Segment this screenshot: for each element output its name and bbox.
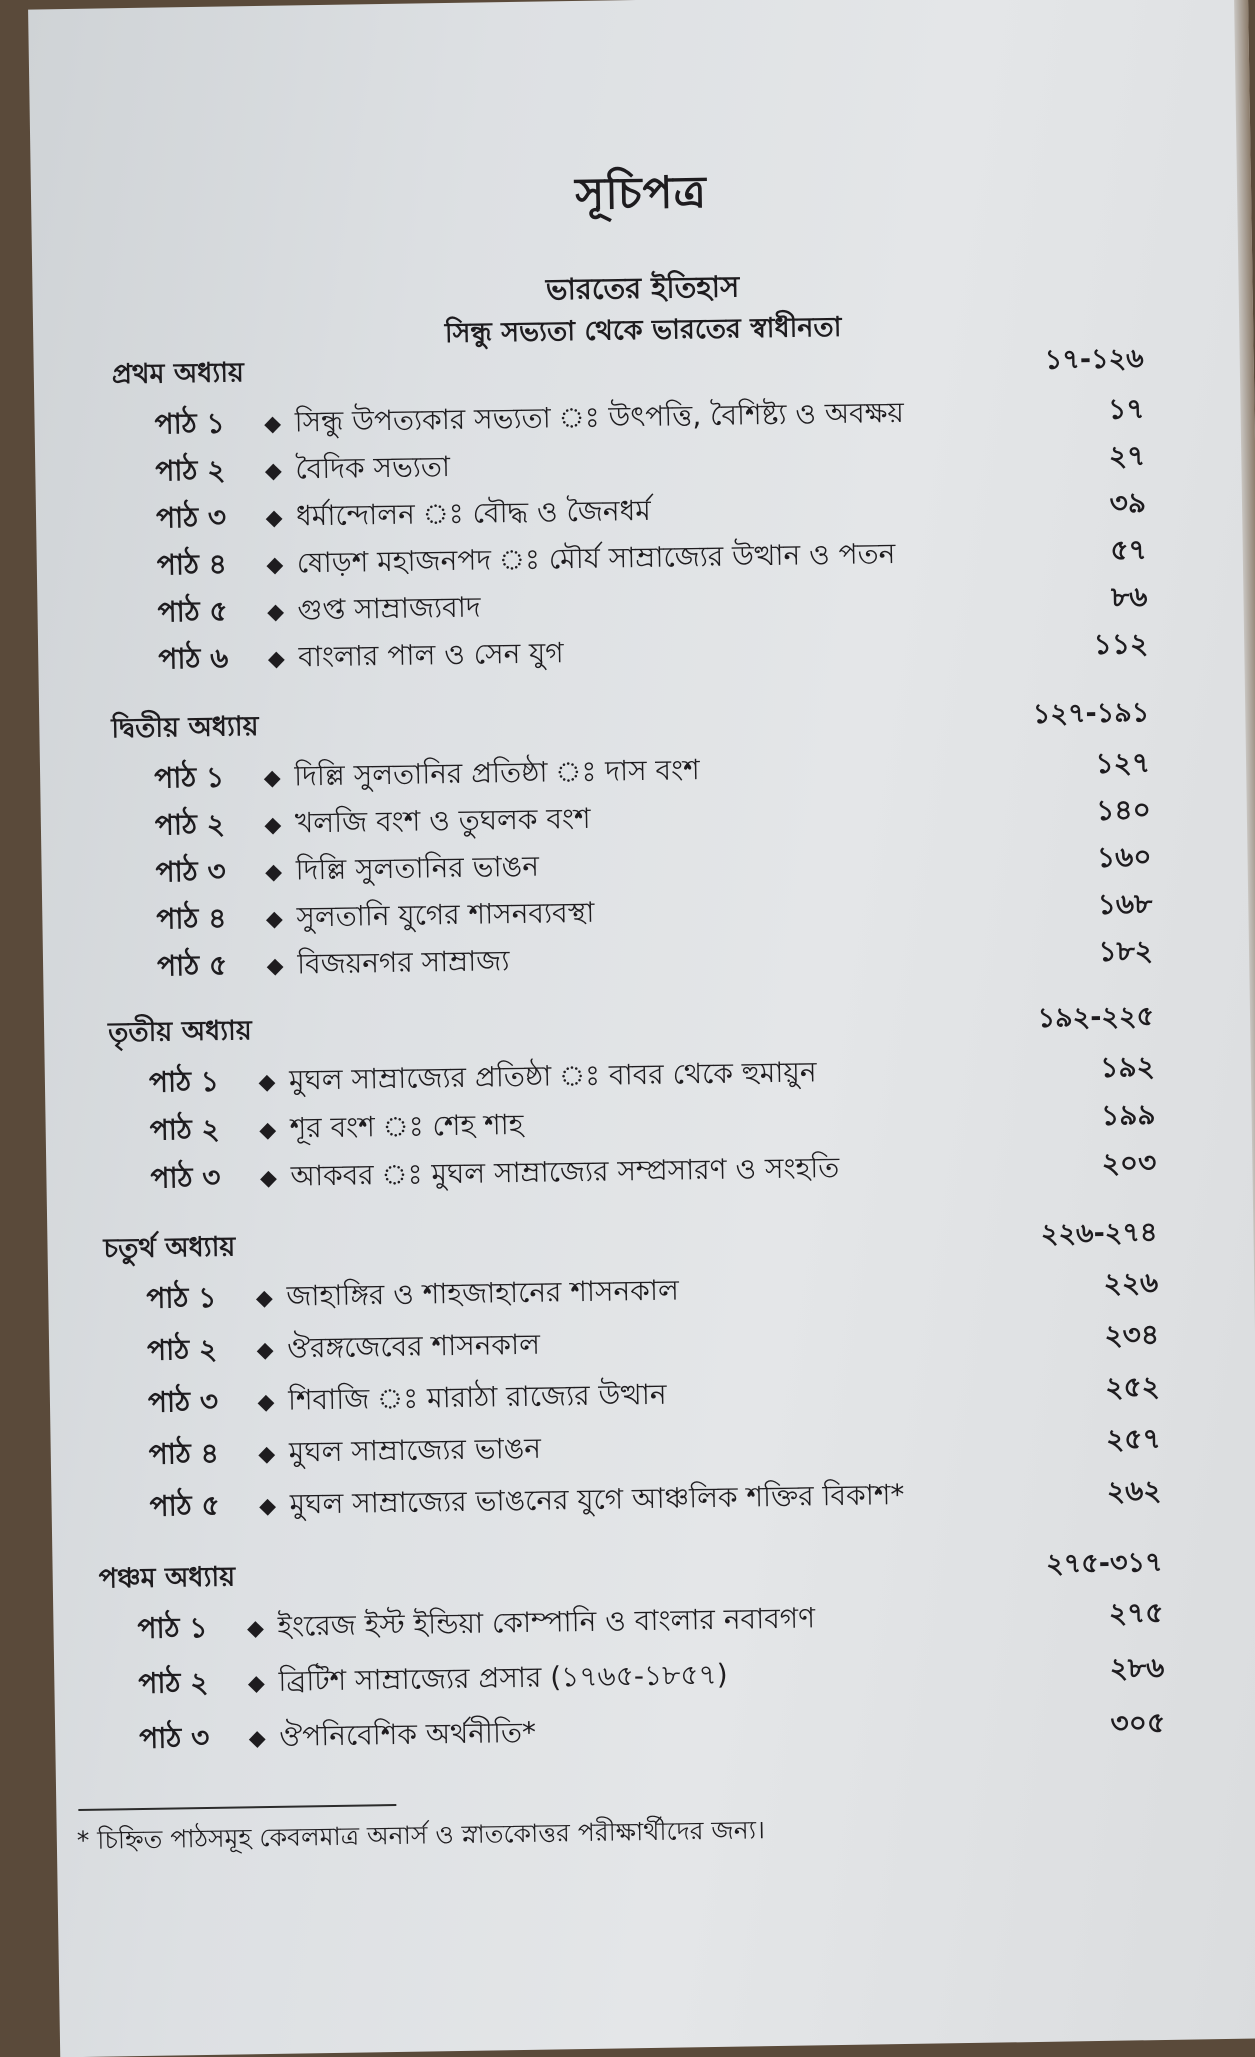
lesson-label: পাঠ ৩ [155, 854, 226, 889]
diamond-bullet-icon: ◆ [263, 411, 282, 437]
diamond-bullet-icon: ◆ [256, 1337, 274, 1363]
chapter-name: তৃতীয় অধ্যায় [107, 1014, 253, 1048]
lesson-page-number: ১৬৮ [1097, 886, 1153, 921]
diamond-bullet-icon: ◆ [266, 953, 284, 979]
lesson-page-number: ২৫৭ [1105, 1421, 1161, 1456]
toc-entry [137, 1594, 1164, 1650]
lesson-label: পাঠ ৩ [155, 500, 227, 535]
lesson-page-number: ২৭ [1108, 438, 1146, 473]
lesson-label: পাঠ ১ [154, 406, 225, 441]
lesson-title: মুঘল সাম্রাজ্যের ভাঙনের যুগে আঞ্চলিক শক্তির বিকাশ* [289, 1477, 905, 1521]
lesson-page-number: ২২৬ [1103, 1265, 1159, 1300]
lesson-title: ঔপনিবেশিক অর্থনীতি* [278, 1715, 537, 1753]
lesson-page-number: ১৬০ [1096, 839, 1152, 874]
toc-entry [147, 1316, 1160, 1372]
lesson-page-number: ১৯২ [1100, 1049, 1156, 1084]
toc-entry [138, 1649, 1165, 1705]
lesson-title: ধর্মান্দোলন ঃ বৌদ্ধ ও জৈনধর্ম [295, 493, 652, 532]
lesson-title: আকবর ঃ মুঘল সাম্রাজ্যের সম্প্রসারণ ও সংহতি [290, 1150, 840, 1193]
lesson-label: পাঠ ৩ [147, 1384, 219, 1419]
chapter-name: চতুর্থ অধ্যায় [103, 1230, 236, 1265]
lesson-title: বাংলার পাল ও সেন যুগ [298, 635, 564, 673]
diamond-bullet-icon: ◆ [258, 1441, 276, 1467]
lesson-title: গুপ্ত সাম্রাজ্যবাদ [297, 590, 481, 626]
diamond-bullet-icon: ◆ [266, 599, 285, 625]
diamond-bullet-icon: ◆ [263, 765, 281, 791]
lesson-page-number: ২৫২ [1104, 1369, 1161, 1404]
lesson-page-number: ১৯৯ [1100, 1097, 1156, 1132]
lesson-label: পাঠ ৪ [156, 901, 227, 936]
lesson-title: ষোড়শ মহাজনপদ ঃ মৌর্য সাম্রাজ্যের উত্থান ও পতন [296, 536, 896, 579]
diamond-bullet-icon: ◆ [265, 906, 284, 932]
lesson-label: পাঠ ৪ [156, 547, 228, 582]
diamond-bullet-icon: ◆ [264, 859, 283, 885]
lesson-title: মুঘল সাম্রাজ্যের প্রতিষ্ঠা ঃ বাবর থেকে হুমায়ুন [288, 1054, 817, 1097]
chapter-heading [111, 694, 1150, 750]
lesson-title: দিল্লি সুলতানির ভাঙন [295, 849, 540, 886]
lesson-page-number: ২৭৫ [1108, 1595, 1164, 1630]
lesson-label: পাঠ ১ [148, 1064, 220, 1099]
book-heading: ভারতের ইতিহাস [545, 269, 740, 307]
lesson-page-number: ১৪০ [1095, 792, 1152, 827]
toc-entry [146, 1264, 1159, 1320]
chapter-page-range: ১২৭-১৯১ [1032, 696, 1150, 730]
lesson-title: জাহাঙ্গির ও শাহজাহানের শাসনকাল [286, 1273, 680, 1313]
lesson-label: পাঠ ৬ [158, 641, 229, 676]
diamond-bullet-icon: ◆ [259, 1117, 277, 1143]
lesson-page-number: ২৮৬ [1109, 1650, 1165, 1685]
diamond-bullet-icon: ◆ [258, 1069, 276, 1095]
diamond-bullet-icon: ◆ [264, 812, 282, 838]
diamond-bullet-icon: ◆ [257, 1389, 275, 1415]
chapter-name: দ্বিতীয় অধ্যায় [111, 710, 259, 744]
lesson-label: পাঠ ২ [154, 807, 226, 842]
toc-entry [148, 1420, 1161, 1476]
lesson-label: পাঠ ২ [138, 1665, 209, 1700]
lesson-page-number: ৩০৫ [1110, 1705, 1166, 1740]
page-title: সূচিপত্র [574, 166, 708, 221]
lesson-label: পাঠ ২ [146, 1332, 218, 1367]
lesson-label: পাঠ ১ [146, 1280, 217, 1315]
lesson-title: সিন্ধু উপত্যকার সভ্যতা ঃ উৎপত্তি, বৈশিষ্ট্য ও অবক্ষয় [294, 395, 905, 438]
lesson-label: পাঠ ৩ [150, 1160, 221, 1195]
diamond-bullet-icon: ◆ [258, 1493, 277, 1519]
diamond-bullet-icon: ◆ [267, 646, 285, 672]
lesson-title: ইংরেজ ইস্ট ইন্ডিয়া কোম্পানি ও বাংলার নবাবগণ [277, 1600, 816, 1643]
diamond-bullet-icon: ◆ [248, 1725, 266, 1751]
lesson-page-number: ১৮২ [1098, 933, 1154, 968]
lesson-title: ব্রিটিশ সাম্রাজ্যের প্রসার (১৭৬৫-১৮৫৭) [278, 1657, 728, 1698]
diamond-bullet-icon: ◆ [246, 1615, 265, 1641]
lesson-title: ঔরঙ্গজেবের শাসনকাল [286, 1327, 541, 1365]
toc-entry [148, 1368, 1161, 1424]
lesson-title: বিজয়নগর সাম্রাজ্য [296, 943, 510, 980]
chapter-page-range: ২২৬-২৭৪ [1040, 1216, 1158, 1250]
lesson-page-number: ২৩৪ [1104, 1317, 1160, 1352]
lesson-page-number: ২৬২ [1106, 1473, 1162, 1508]
lesson-title: মুঘল সাম্রাজ্যের ভাঙন [288, 1431, 542, 1469]
chapter-name: প্রথম অধ্যায় [111, 356, 245, 390]
chapter-page-range: ১৭-১২৬ [1044, 342, 1144, 376]
lesson-title: দিল্লি সুলতানির প্রতিষ্ঠা ঃ দাস বংশ [293, 752, 700, 792]
lesson-label: পাঠ ৫ [156, 948, 228, 983]
lesson-title: খলজি বংশ ও তুঘলক বংশ [294, 801, 591, 839]
diamond-bullet-icon: ◆ [265, 505, 283, 531]
lesson-page-number: ১৭ [1107, 391, 1145, 426]
chapter-name: পঞ্চম অধ্যায় [98, 1561, 236, 1595]
diamond-bullet-icon: ◆ [255, 1285, 273, 1311]
chapter-page-range: ১৯২-২২৫ [1037, 1000, 1155, 1034]
lesson-label: পাঠ ৪ [148, 1436, 220, 1471]
footnote-divider [78, 1804, 396, 1811]
diamond-bullet-icon: ◆ [247, 1670, 266, 1696]
lesson-title: শিবাজি ঃ মারাঠা রাজ্যের উত্থান [287, 1377, 667, 1417]
diamond-bullet-icon: ◆ [259, 1165, 278, 1191]
lesson-label: পাঠ ২ [149, 1112, 220, 1147]
lesson-label: পাঠ ১ [137, 1610, 208, 1645]
lesson-label: পাঠ ৫ [157, 594, 228, 629]
diamond-bullet-icon: ◆ [264, 458, 282, 484]
lesson-page-number: ৫৭ [1110, 532, 1147, 567]
book-subheading: সিন্ধু সভ্যতা থেকে ভারতের স্বাধীনতা [444, 311, 842, 350]
lesson-label: পাঠ ২ [155, 453, 226, 488]
chapter-page-range: ২৭৫-৩১৭ [1045, 1546, 1163, 1580]
diamond-bullet-icon: ◆ [266, 552, 284, 578]
book-page [28, 0, 1255, 2057]
lesson-page-number: ৮৬ [1110, 579, 1148, 614]
lesson-title: সুলতানি যুগের শাসনব্যবস্থা [296, 895, 595, 933]
toc-entry [139, 1704, 1166, 1760]
toc-entry [149, 1472, 1162, 1528]
lesson-page-number: ২০৩ [1101, 1145, 1157, 1180]
lesson-title: শূর বংশ ঃ শেহ শাহ [289, 1107, 524, 1145]
footnote: * চিহ্নিত পাঠসমূহ কেবলমাত্র অনার্স ও স্নাতকোত্তর পরীক্ষার্থীদের জন্য। [76, 1815, 766, 1856]
lesson-label: পাঠ ১ [153, 760, 225, 795]
lesson-page-number: ১১২ [1093, 626, 1149, 661]
lesson-page-number: ১২৭ [1095, 745, 1151, 780]
lesson-title: বৈদিক সভ্যতা [295, 449, 451, 485]
lesson-label: পাঠ ৩ [138, 1720, 210, 1755]
lesson-label: পাঠ ৫ [149, 1488, 220, 1523]
lesson-page-number: ৩৯ [1109, 485, 1147, 520]
